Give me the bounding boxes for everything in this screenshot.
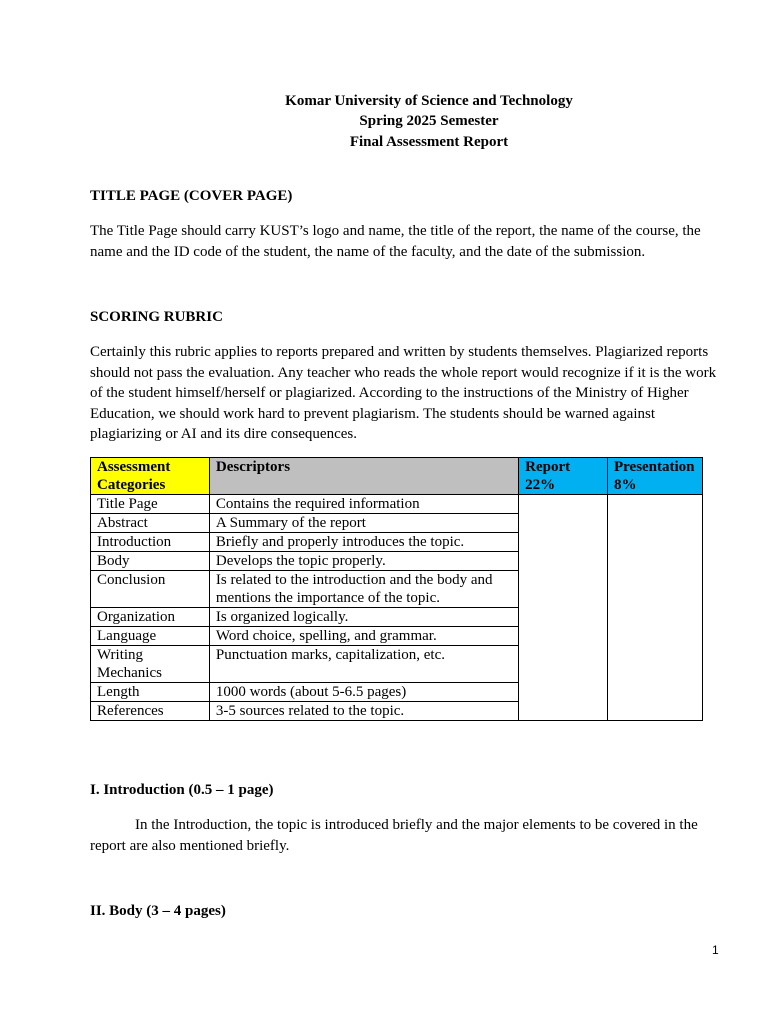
category-cell: Writing Mechanics	[91, 646, 210, 683]
descriptor-cell: A Summary of the report	[209, 514, 518, 533]
semester-line: Spring 2025 Semester	[359, 113, 499, 129]
document-title: Final Assessment Report	[349, 134, 509, 150]
descriptor-cell: 1000 words (about 5-6.5 pages)	[209, 683, 518, 702]
descriptor-cell: Develops the topic properly.	[209, 552, 518, 571]
descriptor-cell: Is related to the introduction and the body and mentions the importance of the topic.	[209, 571, 518, 608]
presentation-score-cell	[607, 495, 702, 721]
descriptor-cell: Briefly and properly introduces the topic.	[209, 533, 518, 552]
title-page-text: The Title Page should carry KUST’s logo and name, the title of the report, the name of the course, the name and the ID code of the student, the name of the faculty, and the date of the submission.	[90, 223, 701, 260]
title-page-heading: TITLE PAGE (COVER PAGE)	[90, 188, 293, 204]
category-cell: Conclusion	[91, 571, 210, 608]
rubric-table	[90, 457, 703, 721]
scoring-rubric-text: Certainly this rubric applies to reports prepared and written by students themselves. Plagiarized reports should not pass the evaluation. Any teacher who reads the whole report would recognize if it is the work of the student himself/herself or plagiarized. According to the instructions of the Ministry of Higher Education, we should work hard to prevent plagiarism. The students should be warned against plagiarizing or AI and its dire consequences.	[90, 344, 717, 442]
category-cell: Title Page	[91, 495, 210, 514]
table-row	[91, 495, 703, 514]
descriptor-cell: Punctuation marks, capitalization, etc.	[209, 646, 518, 683]
header-presentation: Presentation 8%	[607, 458, 702, 495]
category-cell: Body	[91, 552, 210, 571]
header-descriptors: Descriptors	[209, 458, 518, 495]
descriptor-cell: Word choice, spelling, and grammar.	[209, 627, 518, 646]
descriptor-cell: 3-5 sources related to the topic.	[209, 702, 518, 721]
descriptor-cell: Is organized logically.	[209, 608, 518, 627]
category-cell: Introduction	[91, 533, 210, 552]
body-heading: II. Body (3 – 4 pages)	[90, 903, 226, 919]
header-report: Report 22%	[519, 458, 608, 495]
category-cell: Language	[91, 627, 210, 646]
header-assessment-categories: Assessment Categories	[91, 458, 210, 495]
introduction-text: In the Introduction, the topic is introduced briefly and the major elements to be covered in the report are also mentioned briefly.	[90, 817, 698, 854]
scoring-rubric-heading: SCORING RUBRIC	[90, 309, 223, 325]
university-name: Komar University of Science and Technology	[285, 93, 573, 109]
report-score-cell	[519, 495, 608, 721]
descriptor-cell: Contains the required information	[209, 495, 518, 514]
category-cell: Organization	[91, 608, 210, 627]
rubric-header-row	[91, 458, 703, 495]
category-cell: Abstract	[91, 514, 210, 533]
category-cell: Length	[91, 683, 210, 702]
introduction-heading: I. Introduction (0.5 – 1 page)	[90, 782, 274, 798]
page-number: 1	[712, 943, 719, 957]
category-cell: References	[91, 702, 210, 721]
